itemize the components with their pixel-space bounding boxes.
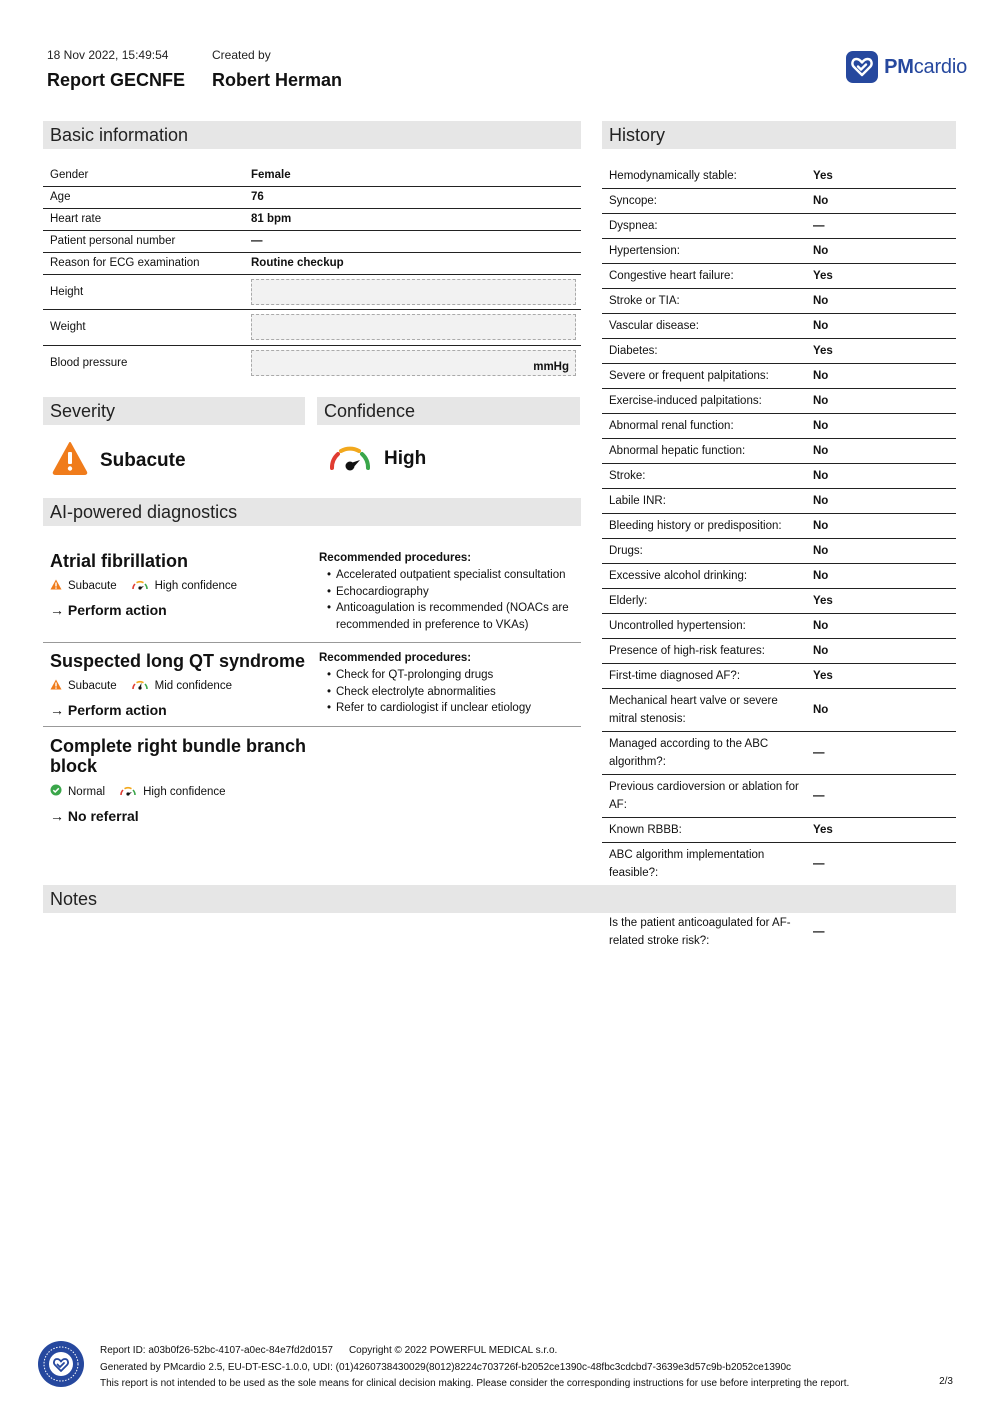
action-label: → No referral (50, 808, 139, 824)
table-row (602, 164, 956, 189)
certification-seal-icon (37, 1340, 85, 1388)
confidence-label: High confidence (154, 580, 238, 592)
field-label: Weight (43, 310, 247, 346)
table-row (602, 689, 956, 732)
history-answer: No (806, 689, 956, 732)
table-row (602, 414, 956, 439)
history-answer: No (806, 514, 956, 539)
table-row (602, 911, 956, 954)
procedures-title: Recommended procedures: (319, 552, 472, 564)
severity-section (43, 397, 305, 480)
field-value: Routine checkup (247, 252, 581, 274)
history-answer: No (806, 639, 956, 664)
table-row (602, 564, 956, 589)
table-row (602, 189, 956, 214)
unit-label: mmHg (533, 361, 569, 373)
report-footer (37, 1340, 957, 1390)
history-question: Abnormal hepatic function: (602, 439, 806, 464)
basic-information-section (43, 121, 581, 381)
history-question: Stroke or TIA: (602, 289, 806, 314)
generated-by: Generated by PMcardio 2.5, EU-DT-ESC-1.0.0, UDI: (01)4260738430029(8012)8224c703726f-b2052ce1390c-48fbc3cdcbd7-3639e3d57c9b-b2052ce1390c (100, 1361, 792, 1373)
basic-info-table (43, 164, 581, 381)
history-section (602, 121, 956, 953)
section-title: AI-powered diagnostics (43, 498, 581, 526)
table-row (602, 514, 956, 539)
table-row (602, 339, 956, 364)
history-answer: No (806, 539, 956, 564)
field-label: Height (43, 274, 247, 310)
table-row (602, 489, 956, 514)
field-label: Heart rate (43, 208, 247, 230)
history-question: Abnormal renal function: (602, 414, 806, 439)
confidence-label: High confidence (143, 785, 226, 798)
history-question: Congestive heart failure: (602, 264, 806, 289)
warning-icon (50, 579, 62, 593)
history-question: Managed according to the ABC algorithm?: (602, 732, 806, 775)
history-question: ABC algorithm implementation feasible?: (602, 843, 806, 886)
report-header (47, 47, 967, 97)
action-label: → Perform action (50, 702, 167, 718)
gauge-icon (326, 441, 374, 476)
table-row (602, 239, 956, 264)
table-row (43, 310, 581, 346)
list-item: • Check electrolyte abnormalities (319, 684, 581, 701)
history-question: Hemodynamically stable: (602, 164, 806, 189)
action-label: → Perform action (50, 602, 167, 618)
table-row (602, 539, 956, 564)
history-answer: Yes (806, 589, 956, 614)
field-value: 76 (247, 186, 581, 208)
list-item: • Refer to cardiologist if unclear etiology (319, 700, 581, 717)
notes-section (43, 885, 956, 913)
section-title: History (602, 121, 956, 149)
confidence-value: High (384, 447, 427, 469)
diagnosis-name: Atrial fibrillation (50, 551, 189, 571)
table-row (602, 843, 956, 886)
report-id: Report ID: a03b0f26-52bc-4107-a0ec-84e7fd2d0157 (100, 1345, 333, 1356)
history-question: Excessive alcohol drinking: (602, 564, 806, 589)
history-question: Dyspnea: (602, 214, 806, 239)
table-row (602, 818, 956, 843)
list-item: • Accelerated outpatient specialist consultation (319, 567, 581, 584)
history-question: Hypertension: (602, 239, 806, 264)
section-title: Severity (43, 397, 305, 425)
confidence-label: Mid confidence (154, 680, 232, 692)
list-item: • Anticoagulation is recommended (NOACs are recommended in preference to VKAs) (319, 600, 581, 633)
table-row (602, 439, 956, 464)
history-question: Labile INR: (602, 489, 806, 514)
list-item: • Echocardiography (319, 584, 581, 601)
severity-label: Subacute (68, 580, 117, 592)
history-question: Drugs: (602, 539, 806, 564)
history-answer: — (806, 775, 956, 818)
table-row (602, 464, 956, 489)
table-row (602, 364, 956, 389)
table-row (602, 639, 956, 664)
history-answer: No (806, 464, 956, 489)
history-question: Mechanical heart valve or severe mitral stenosis: (602, 689, 806, 732)
table-row (602, 614, 956, 639)
section-title: Notes (43, 885, 956, 913)
report-id-block (47, 47, 185, 91)
history-question: Uncontrolled hypertension: (602, 614, 806, 639)
history-answer: Yes (806, 818, 956, 843)
history-question: Bleeding history or predisposition: (602, 514, 806, 539)
section-title: Basic information (43, 121, 581, 149)
history-question: Syncope: (602, 189, 806, 214)
field-value: 81 bpm (247, 208, 581, 230)
table-row (602, 289, 956, 314)
history-question: Presence of high-risk features: (602, 639, 806, 664)
history-answer: No (806, 439, 956, 464)
history-question: Stroke: (602, 464, 806, 489)
history-answer: No (806, 564, 956, 589)
report-timestamp: 18 Nov 2022, 15:49:54 (47, 48, 169, 62)
severity-value: Subacute (100, 449, 186, 471)
history-answer: Yes (806, 664, 956, 689)
history-question: Vascular disease: (602, 314, 806, 339)
history-answer: Yes (806, 264, 956, 289)
history-answer: — (806, 843, 956, 886)
report-title: Report GECNFE (47, 70, 186, 90)
heart-logo-icon (846, 51, 878, 83)
field-label: Reason for ECG examination (43, 252, 247, 274)
history-question: Elderly: (602, 589, 806, 614)
blood-pressure-field[interactable] (251, 350, 576, 376)
severity-label: Subacute (68, 680, 117, 692)
pmcardio-logo (846, 51, 967, 83)
table-row (602, 214, 956, 239)
warning-icon (52, 441, 88, 480)
history-answer: Yes (806, 164, 956, 189)
history-answer: No (806, 364, 956, 389)
history-question: First-time diagnosed AF?: (602, 664, 806, 689)
created-by-label: Created by (212, 48, 271, 62)
history-answer: No (806, 239, 956, 264)
author-name: Robert Herman (212, 70, 343, 90)
warning-icon (50, 679, 62, 693)
table-row (43, 345, 581, 381)
table-row (602, 314, 956, 339)
history-answer: No (806, 189, 956, 214)
field-label: Gender (43, 164, 247, 186)
gauge-icon (131, 679, 149, 693)
table-row (602, 732, 956, 775)
field-value: Female (247, 164, 581, 186)
field-value: — (247, 230, 581, 252)
list-item: • Check for QT-prolonging drugs (319, 667, 581, 684)
procedures-list (319, 667, 581, 717)
gauge-icon (131, 579, 149, 593)
table-row (43, 252, 581, 274)
field-label: Blood pressure (50, 357, 128, 369)
author-block (212, 47, 342, 91)
table-row (602, 264, 956, 289)
table-row (43, 274, 581, 310)
page-number: 2/3 (939, 1376, 953, 1387)
table-row (602, 664, 956, 689)
table-row (43, 186, 581, 208)
history-answer: No (806, 289, 956, 314)
footer-text (100, 1343, 849, 1393)
history-answer: — (813, 926, 825, 938)
diagnosis-item (43, 643, 581, 727)
confidence-section (317, 397, 580, 476)
section-title: Confidence (317, 397, 580, 425)
copyright: Copyright © 2022 POWERFUL MEDICAL s.r.o. (348, 1345, 558, 1356)
table-row (602, 589, 956, 614)
diagnosis-item (43, 727, 581, 837)
history-answer: No (806, 389, 956, 414)
weight-field[interactable] (251, 314, 576, 340)
check-circle-icon (50, 784, 62, 799)
logo-wordmark: PMcardio (884, 55, 967, 78)
history-answer: No (806, 489, 956, 514)
table-row (602, 389, 956, 414)
table-row (43, 230, 581, 252)
history-question: Previous cardioversion or ablation for AF: (602, 775, 806, 818)
disclaimer: This report is not intended to be used as the sole means for clinical decision making. Please consider the corresponding instructions for use before interpreting the report. (100, 1378, 850, 1389)
procedures-list (319, 567, 581, 633)
field-label: Age (43, 186, 247, 208)
history-question: Diabetes: (602, 339, 806, 364)
history-answer: — (806, 732, 956, 775)
ai-diagnostics-section (43, 498, 581, 837)
history-answer: No (806, 414, 956, 439)
history-answer: No (806, 614, 956, 639)
table-row (43, 208, 581, 230)
history-answer: Yes (806, 339, 956, 364)
table-row (43, 164, 581, 186)
severity-label: Normal (68, 785, 106, 798)
history-question: Severe or frequent palpitations: (602, 364, 806, 389)
history-question: Is the patient anticoagulated for AF-related stroke risk?: (609, 917, 791, 947)
diagnosis-name: Suspected long QT syndrome (50, 651, 306, 671)
field-label: Patient personal number (43, 230, 247, 252)
history-question: Known RBBB: (602, 818, 806, 843)
history-answer: — (806, 214, 956, 239)
gauge-icon (119, 785, 137, 799)
diagnosis-name: Complete right bundle branch block (50, 736, 307, 776)
height-field[interactable] (251, 279, 576, 305)
procedures-title: Recommended procedures: (319, 652, 472, 664)
history-table (602, 164, 956, 953)
history-question: Exercise-induced palpitations: (602, 389, 806, 414)
diagnosis-item (43, 526, 581, 643)
history-answer: No (806, 314, 956, 339)
table-row (602, 775, 956, 818)
